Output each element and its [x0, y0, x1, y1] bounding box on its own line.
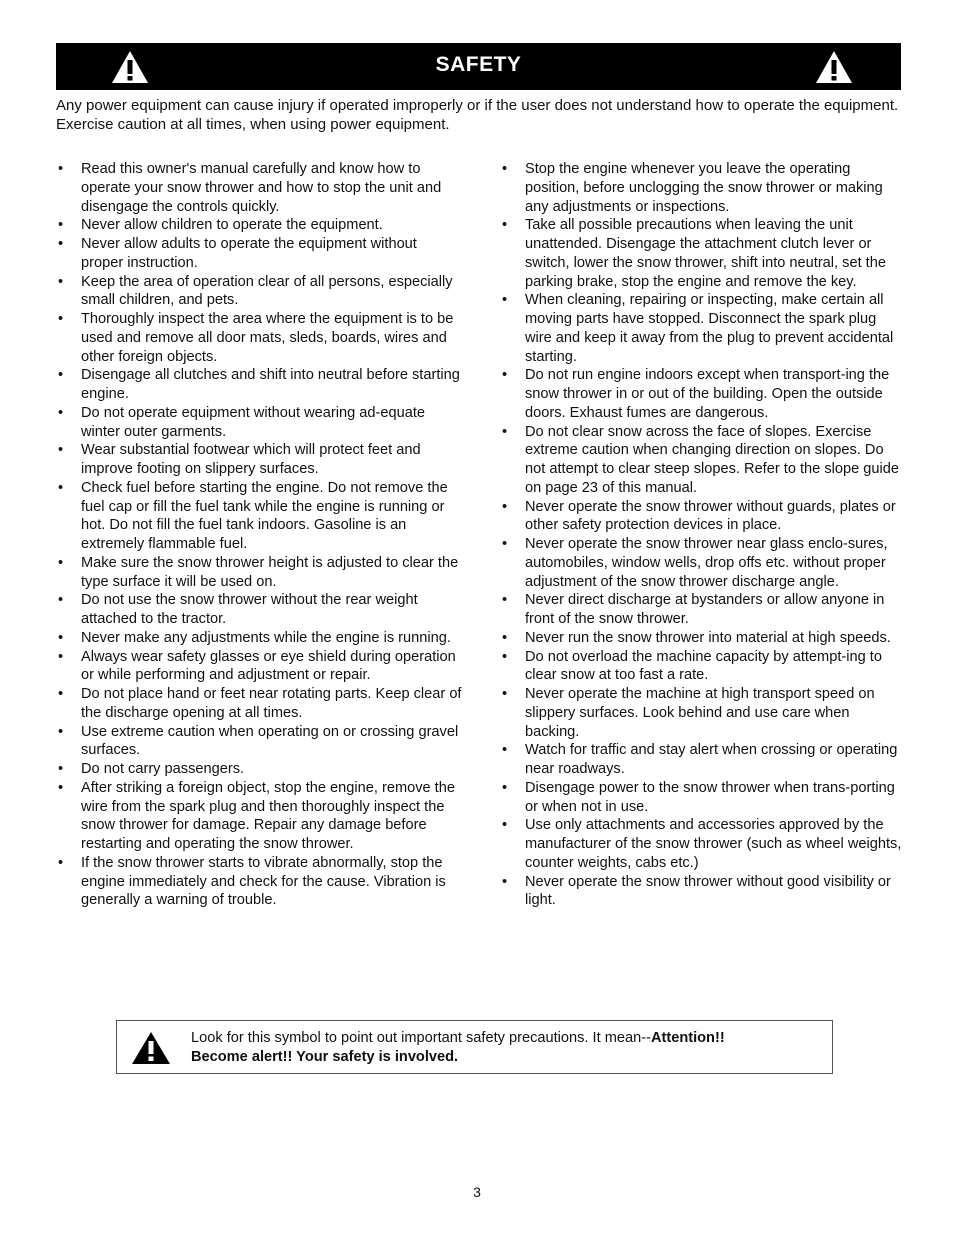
list-item: • Thoroughly inspect the area where the equipment is to be used and remove all door mats, sleds, boards, wires and other foreign objects. [58, 311, 454, 365]
list-item: • Do not overload the machine capacity by attempt-ing to clear snow at too fast a rate. [502, 648, 882, 684]
list-item: • Take all possible precautions when leaving the unit unattended. Disengage the attachment clutch lever or switch, lower the snow thrower, shift into neutral, set the parking brake, stop the engine and remove the key. [502, 217, 886, 290]
list-item: • Keep the area of operation clear of all persons, especially small children, and pets. [58, 273, 453, 309]
list-item: • Do not place hand or feet near rotating parts. Keep clear of the discharge opening at all times. [58, 686, 462, 721]
list-item: • Use extreme caution when operating on or crossing gravel surfaces. [58, 723, 459, 759]
list-item: • If the snow thrower starts to vibrate abnormally, stop the engine immediately and check for the cause. Vibration is generally a warning of trouble. [58, 854, 446, 909]
list-item: • Never make any adjustments while the engine is running. [58, 629, 451, 646]
list-item: • Never direct discharge at bystanders or allow anyone in front of the snow thrower. [502, 592, 885, 627]
list-item: • Do not carry passengers. [58, 761, 245, 777]
list-item: • Read this owner's manual carefully and know how to operate your snow thrower and how to stop the unit and disengage the controls quickly. [58, 161, 442, 215]
warning-triangle-icon [814, 49, 854, 85]
list-item: • Never operate the snow thrower without guards, plates or other safety protection devices in place. [502, 498, 896, 534]
intro-paragraph: Any power equipment can cause injury if operated improperly or if the user does not understand how to operate the equipment. Exercise caution at all times, when using power equipment. [56, 97, 899, 133]
list-item: • Never operate the snow thrower without good visibility or light. [502, 873, 891, 909]
notice-text [191, 1029, 831, 1067]
page-title: SAFETY [435, 53, 522, 76]
page-number: 3 [473, 1184, 481, 1200]
list-item: • Use only attachments and accessories approved by the manufacturer of the snow thrower (such as wheel weights, counter weights, cabs etc.) [502, 817, 902, 871]
list-item: • Do not run engine indoors except when transport-ing the snow thrower in or out of the building. Open the outside doors. Exhaust fumes are dangerous. [502, 367, 890, 421]
notice-alert-text: Become alert!! Your safety is involved. [191, 1049, 459, 1065]
list-item: • Stop the engine whenever you leave the operating position, before unclogging the snow thrower or making any adjustments or inspections. [502, 161, 883, 215]
list-item: • Check fuel before starting the engine. Do not remove the fuel cap or fill the fuel tank while the engine is running or hot. Do not fill the fuel tank indoors. Gasoline is an extremely flammable fuel. [58, 479, 448, 552]
list-item: • After striking a foreign object, stop the engine, remove the wire from the spark plug and then thoroughly inspect the snow thrower for damage. Repair any damage before restarting and operating the snow thrower. [58, 779, 455, 852]
safety-notice-box [116, 1020, 833, 1074]
safety-list-right [502, 160, 907, 910]
warning-triangle-icon [131, 1031, 171, 1070]
list-item: • Watch for traffic and stay alert when crossing or operating near roadways. [502, 742, 898, 777]
list-item: • Always wear safety glasses or eye shield during operation or while performing and adjustment or repair. [58, 648, 456, 684]
list-item: • Never allow adults to operate the equipment without proper instruction. [58, 236, 417, 271]
list-item: • Make sure the snow thrower height is adjusted to clear the type surface it will be used on. [58, 554, 459, 590]
notice-attention-text: Attention!! [650, 1030, 725, 1046]
list-item: • Never operate the snow thrower near glass enclo-sures, automobiles, window wells, drop offs etc. without proper adjustment of the snow thrower discharge angle. [502, 536, 888, 590]
list-item: • Do not clear snow across the face of slopes. Exercise extreme caution when changing direction on slopes. Do not attempt to clear steep slopes. Refer to the slope guide on page 23 of this manual. [502, 423, 899, 496]
list-item: • When cleaning, repairing or inspecting, make certain all moving parts have stopped. Disconnect the spark plug wire and keep it away from the plug to prevent accidental starting. [502, 292, 894, 365]
list-item: • Disengage all clutches and shift into neutral before starting engine. [58, 367, 460, 402]
list-item: • Never operate the machine at high transport speed on slippery surfaces. Look behind and use care when backing. [502, 686, 875, 740]
list-item: • Wear substantial footwear which will protect feet and improve footing on slippery surfaces. [58, 442, 421, 477]
list-item: • Disengage power to the snow thrower when trans-porting or when not in use. [502, 779, 895, 815]
list-item: • Never run the snow thrower into material at high speeds. [502, 629, 891, 646]
safety-banner [56, 43, 901, 90]
notice-plain-text: Look for this symbol to point out important safety precautions. It mean-- [191, 1030, 651, 1046]
safety-list-left [58, 160, 463, 910]
list-item: • Do not use the snow thrower without the rear weight attached to the tractor. [58, 592, 418, 627]
list-item: • Never allow children to operate the equipment. [58, 217, 383, 234]
list-item: • Do not operate equipment without wearing ad-equate winter outer garments. [58, 404, 425, 440]
